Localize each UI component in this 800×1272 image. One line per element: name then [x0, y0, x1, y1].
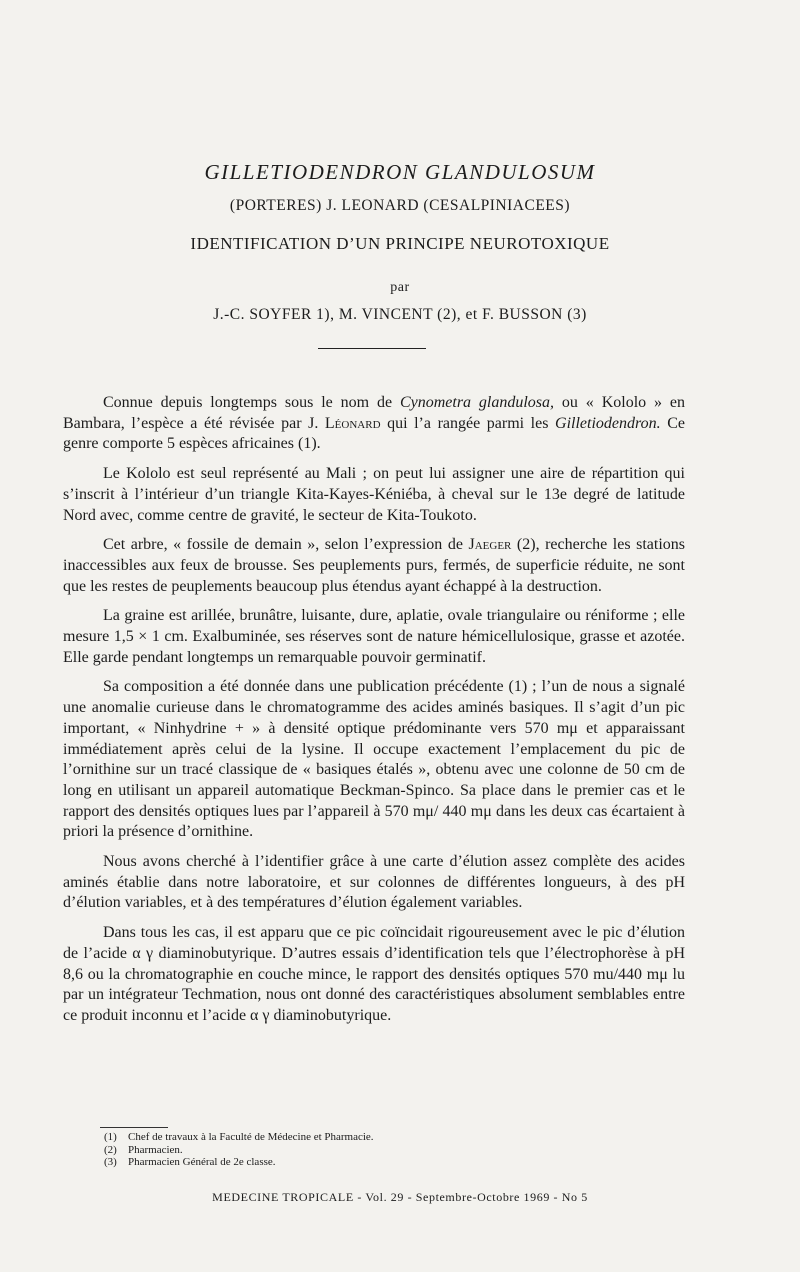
by-line-word: par	[390, 280, 410, 295]
article-subtitle: (PORTERES) J. LEONARD (CESALPINIACEES)	[229, 197, 571, 214]
p1-author-name: Léonard	[324, 414, 381, 432]
footnote	[104, 1156, 664, 1169]
journal-footer: MEDECINE TROPICALE - Vol. 29 - Septembre-Octobre 1969 - No 5	[212, 1190, 588, 1204]
paragraph-7: Dans tous les cas, il est apparu que ce pic coïncidait rigoureusement avec le pic d’élution de l’acide α γ diaminobutyrique. D’autres essais d’identification tels que l’électrophorèse à pH 8,6 ou la chromatographie en couche mince, le rapport des densités optiques 570 mu/440 mμ lu par un intégrateur Techmation, nous ont donné des caractéristiques absolument semblables entre ce produit inconnu et l’acide α γ diaminobutyrique.	[63, 924, 685, 1024]
footnote	[104, 1131, 664, 1144]
article-body	[63, 393, 685, 1036]
p3-text-c: (2), recherche les stations inaccessibles aux feux de brousse. Ses peuplements purs, fermés, de superficie réduite, ne sont que les restes de peuplements beaucoup plus étendus ayant échappé à la destruction.	[63, 536, 686, 595]
article-heading: IDENTIFICATION D’UN PRINCIPE NEUROTOXIQUE	[190, 234, 610, 253]
paragraph-5: Sa composition a été donnée dans une publication précédente (1) ; l’un de nous a signalé une anomalie curieuse dans le chromatogramme des acides aminés basiques. Il s’agit d’un pic important, « Ninhydrine + » à densité optique prédominante vers 570 mμ et apparaissant immédiatement après celui de la lysine. Il occupe exactement l’emplacement du pic de l’ornithine sur un tracé classique de « basiques étalés », obtenu avec une colonne de 50 cm de long en utilisant un appareil automatique Beckman-Spinco. Sa place dans le premier cas et le rapport des densités optiques lues par l’appareil à 570 mμ/ 440 mμ dans les deux cas écartaient à priori la présence d’ornithine.	[63, 678, 685, 841]
authors-line: J.-C. SOYFER 1), M. VINCENT (2), et F. BUSSON (3)	[213, 306, 587, 323]
p1-genus-name: Gilletiodendron.	[555, 414, 661, 432]
footnote-text: Chef de travaux à la Faculté de Médecine et Pharmacie.	[128, 1131, 374, 1143]
footnote-divider	[100, 1127, 168, 1128]
paragraph-2: Le Kololo est seul représenté au Mali ; on peut lui assigner une aire de répartition qui s’inscrit à l’intérieur d’un triangle Kita-Kayes-Kéniéba, à cheval sur le 13e degré de latitude Nord avec, comme centre de gravité, le secteur de Kita-Toukoto.	[63, 465, 685, 524]
p1-text-e: qui l’a rangée parmi les	[380, 414, 556, 432]
title-divider	[318, 348, 426, 349]
article-title: GILLETIODENDRON GLANDULOSUM	[204, 160, 596, 184]
p1-text-g: Ce genre comporte 5 espèces africaines (1).	[63, 414, 686, 453]
footnotes	[104, 1131, 664, 1169]
footnote-text: Pharmacien Général de 2e classe.	[128, 1156, 276, 1168]
footnote-number: (2)	[104, 1143, 117, 1156]
p3-text-a: Cet arbre, « fossile de demain », selon l’expression de	[103, 536, 469, 554]
footnote	[104, 1144, 664, 1157]
paragraph-3	[63, 535, 685, 597]
p1-text-a: Connue depuis longtemps sous le nom de	[103, 394, 400, 411]
footnote-text: Pharmacien.	[128, 1143, 183, 1156]
paragraph-6: Nous avons cherché à l’identifier grâce à une carte d’élution assez complète des acides aminés établie dans notre laboratoire, et sur colonnes de différentes longueurs, à des pH d’élution variables, et à des températures d’élution également variables.	[63, 853, 685, 912]
paragraph-4: La graine est arillée, brunâtre, luisante, dure, aplatie, ovale triangulaire ou réniforme ; elle mesure 1,5 × 1 cm. Exalbuminée, ses réserves sont de nature hémicellulosique, grasse et azotée. Elle garde pendant longtemps un remarquable pouvoir germinatif.	[63, 607, 685, 666]
p3-author-name: Jaeger	[468, 536, 512, 554]
p1-text-c: ou « Kololo » en Bambara, l’espèce a été révisée par J.	[63, 394, 686, 432]
footnote-number: (3)	[104, 1156, 117, 1168]
p1-species-name: Cynometra glandulosa,	[399, 394, 555, 411]
footnote-number: (1)	[104, 1131, 117, 1143]
paragraph-1	[63, 393, 685, 455]
